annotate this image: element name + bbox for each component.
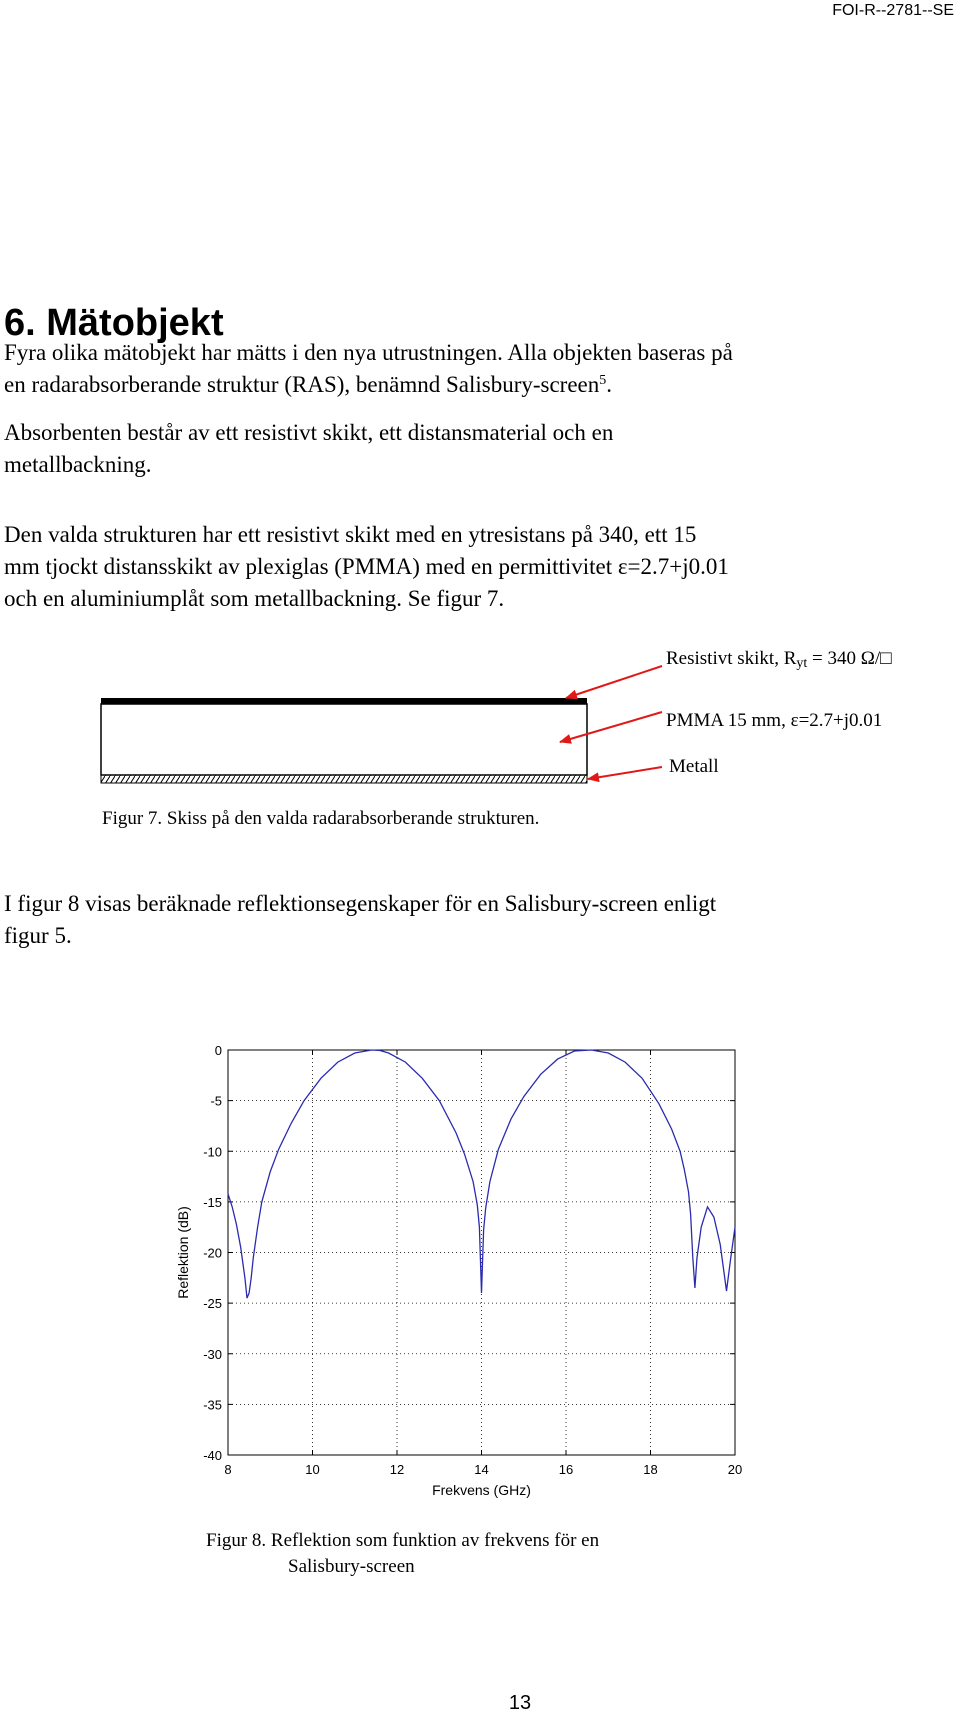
paragraph-3-line-3: och en aluminiumplåt som metallbackning. Se figur 7. [4,586,505,611]
y-tick-label: -40 [203,1448,222,1463]
y-tick-label: -35 [203,1397,222,1413]
paragraph-4 [4,888,716,952]
arrow-metal [588,767,662,779]
y-tick-label: -15 [203,1194,222,1210]
y-tick-label: -20 [203,1245,222,1261]
section-heading: 6. Mätobjekt [4,302,224,344]
paragraph-1 [4,337,733,401]
paragraph-2-line-2: metallbackning. [4,452,152,477]
x-tick-label: 14 [474,1462,489,1477]
paragraph-3 [4,519,729,615]
y-tick-label: -5 [210,1093,222,1109]
y-tick-label: 0 [214,1043,222,1058]
paragraph-1-line-2: en radarabsorberande struktur (RAS), benämnd Salisbury-screen [4,372,600,397]
paragraph-4-line-2: figur 5. [4,923,72,948]
metal-backing [101,775,587,783]
x-axis-label: Frekvens (GHz) [432,1482,531,1498]
resistive-layer [101,698,587,704]
y-axis-label: Reflektion (dB) [175,1206,191,1299]
paragraph-1-end: . [606,372,612,397]
paragraph-1-line-1: Fyra olika mätobjekt har mätts i den nya utrustningen. Alla objekten baseras på [4,340,733,365]
arrow-resistive [566,666,662,698]
figure-8-caption-line-2: Salisbury-screen [288,1556,415,1577]
chart-grid [228,1050,735,1455]
x-tick-label: 12 [389,1462,405,1477]
reflection-chart [170,1030,760,1500]
x-tick-label: 10 [305,1462,320,1477]
pmma-layer [101,704,587,775]
x-tick-label: 16 [558,1462,574,1477]
footnote-ref: 5 [599,373,607,388]
label-pmma: PMMA 15 mm, ε=2.7+j0.01 [666,710,883,731]
y-tick-label: -25 [203,1296,222,1312]
label-resistive-layer: Resistivt skikt, $R_{yt} = 340$ Ω/□ [666,648,892,671]
figure-8-caption-line-1: Figur 8. Reflektion som funktion av frekvens för en [206,1530,600,1551]
paragraph-2 [4,417,613,481]
paragraph-2-line-1: Absorbenten består av ett resistivt skikt, ett distansmaterial och en [4,420,614,445]
x-tick-label: 20 [727,1462,743,1477]
paragraph-4-line-1: I figur 8 visas beräknade reflektionsegenskaper för en Salisbury-screen enligt [4,891,717,916]
label-metal: Metall [669,756,719,777]
x-tick-label: 8 [224,1462,232,1477]
y-tick-label: -10 [203,1144,222,1160]
paragraph-3-line-1: Den valda strukturen har ett resistivt skikt med en ytresistans på 340, ett 15 [4,522,697,547]
paragraph-3-line-2: mm tjockt distansskikt av plexiglas (PMMA) med en permittivitet ε=2.7+j0.01 [4,554,729,579]
document-id: FOI-R--2781--SE [832,2,954,19]
y-tick-label: -30 [203,1346,222,1362]
x-tick-label: 18 [643,1462,658,1477]
page-number: 13 [508,1692,532,1714]
figure-8-caption [206,1528,599,1580]
figure-7-caption: Figur 7. Skiss på den valda radarabsorberande strukturen. [102,808,540,829]
